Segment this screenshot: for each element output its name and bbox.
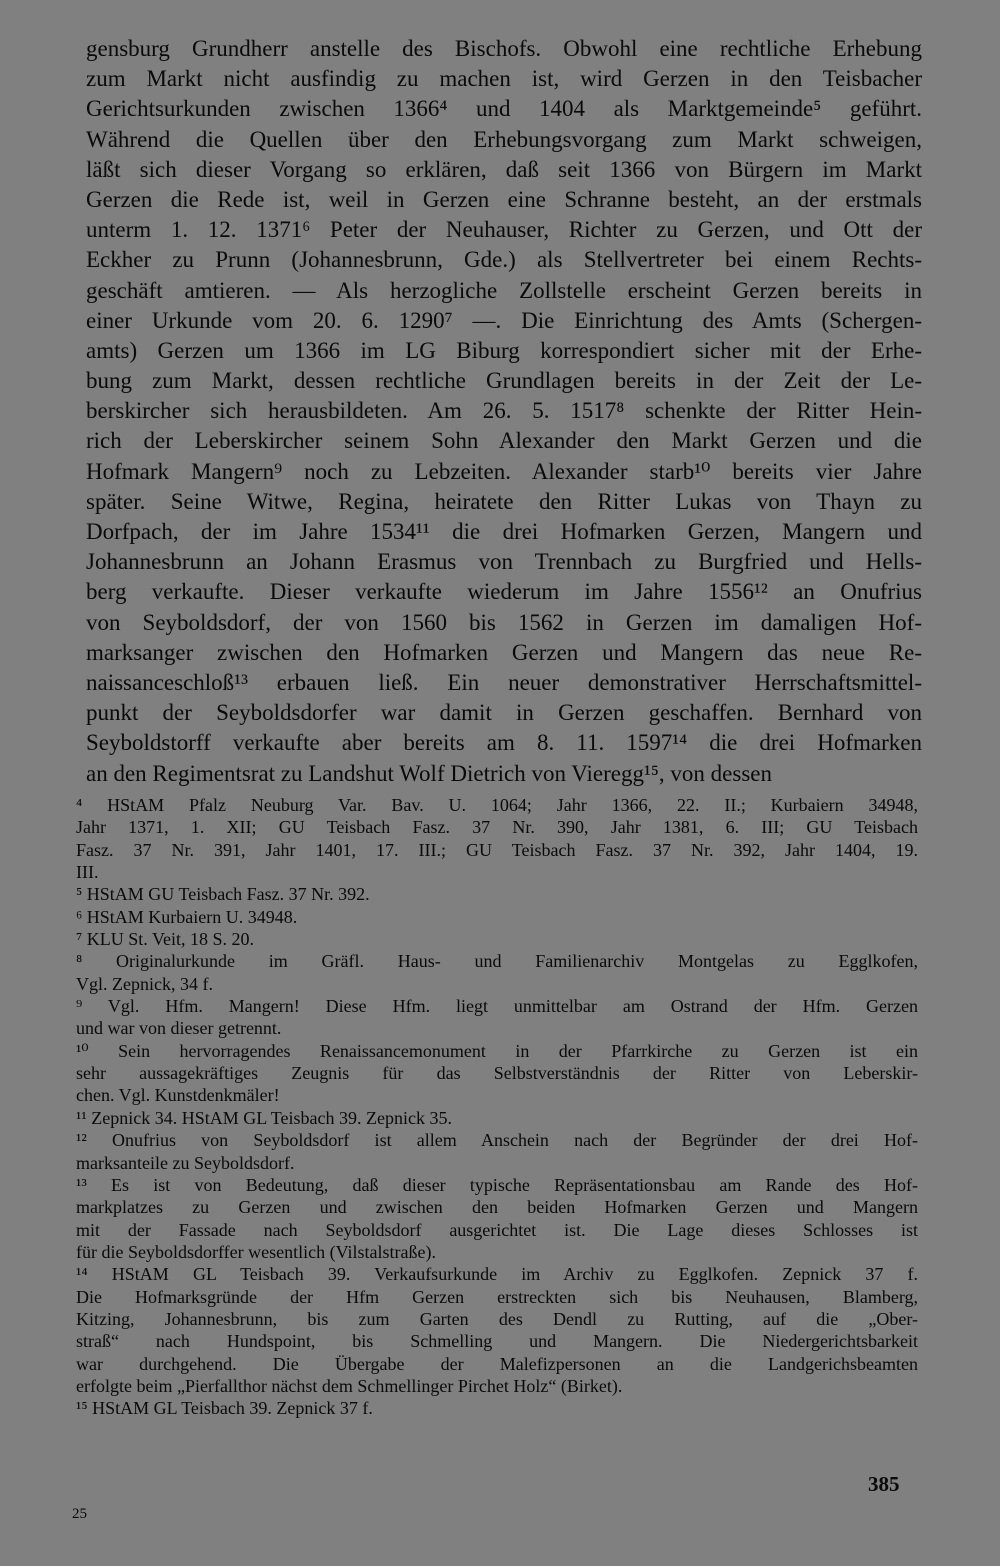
footnote-line: ¹⁵ HStAM GL Teisbach 39. Zepnick 37 f. [76, 1398, 373, 1419]
footnote-line: war durchgehend. Die Übergabe der Malefizpersonen an die Landgerichsbeamten [76, 1353, 918, 1374]
footnote-line: ¹² Onufrius von Seyboldsdorf ist allem Anschein nach der Begründer der drei Hof- [76, 1130, 918, 1151]
body-line: unterm 1. 12. 1371⁶ Peter der Neuhauser, Richter zu Gerzen, und Ott der [86, 217, 922, 243]
signature-mark: 25 [72, 1506, 87, 1522]
footnote-line: chen. Vgl. Kunstdenkmäler! [76, 1085, 280, 1106]
body-line: Gerzen die Rede ist, weil in Gerzen eine Schranne besteht, an der erstmals [86, 186, 922, 212]
body-line: einer Urkunde vom 20. 6. 1290⁷ —. Die Einrichtung des Amts (Schergen- [86, 307, 922, 333]
footnote-line: und war von dieser getrennt. [76, 1018, 282, 1039]
footnote-line: ⁵ HStAM GU Teisbach Fasz. 37 Nr. 392. [76, 884, 370, 905]
footnote-line: ¹⁰ Sein hervorragendes Renaissancemonument in der Pfarrkirche zu Gerzen ist ein [76, 1040, 918, 1061]
body-line: rich der Leberskircher seinem Sohn Alexander den Markt Gerzen und die [86, 428, 922, 454]
body-line: von Seyboldsdorf, der von 1560 bis 1562 in Gerzen im damaligen Hof- [86, 609, 922, 635]
body-line: später. Seine Witwe, Regina, heiratete den Ritter Lukas von Thayn zu [86, 488, 922, 514]
footnote-line: ¹¹ Zepnick 34. HStAM GL Teisbach 39. Zepnick 35. [76, 1107, 452, 1128]
footnote-line: Vgl. Zepnick, 34 f. [76, 973, 213, 994]
body-line: Johannesbrunn an Johann Erasmus von Trennbach zu Burgfried und Hells- [86, 549, 922, 575]
footnote-line: ⁹ Vgl. Hfm. Mangern! Diese Hfm. liegt unmittelbar am Ostrand der Hfm. Gerzen [76, 996, 918, 1017]
body-line: naissanceschloß¹³ erbauen ließ. Ein neuer demonstrativer Herrschaftsmittel- [86, 669, 922, 695]
body-line: Gerichtsurkunden zwischen 1366⁴ und 1404 als Marktgemeinde⁵ geführt. [86, 96, 922, 122]
body-line: berg verkaufte. Dieser verkaufte wiederum im Jahre 1556¹² an Onufrius [86, 579, 922, 605]
footnote-line: ⁷ KLU St. Veit, 18 S. 20. [76, 929, 254, 950]
footnotes [76, 794, 918, 1420]
body-line: Eckher zu Prunn (Johannesbrunn, Gde.) als Stellvertreter bei einem Rechts- [86, 247, 922, 273]
body-line: Dorfpach, der im Jahre 1534¹¹ die drei Hofmarken Gerzen, Mangern und [86, 519, 922, 544]
footnote-line: sehr aussagekräftiges Zeugnis für das Selbstverständnis der Ritter von Leberskir- [76, 1063, 918, 1084]
body-line: Seyboldstorff verkaufte aber bereits am 8. 11. 1597¹⁴ die drei Hofmarken [86, 730, 922, 756]
footnote-line: Fasz. 37 Nr. 391, Jahr 1401, 17. III.; GU Teisbach Fasz. 37 Nr. 392, Jahr 1404, 19. [76, 839, 918, 860]
body-line: bung zum Markt, dessen rechtliche Grundlagen bereits in der Zeit der Le- [86, 368, 922, 394]
body-line: Während die Quellen über den Erhebungsvorgang zum Markt schweigen, [86, 126, 922, 152]
footnote-line: Die Hofmarksgründe der Hfm Gerzen erstreckten sich bis Neuhausen, Blamberg, [76, 1286, 918, 1307]
footnote-line: markplatzes zu Gerzen und zwischen den beiden Hofmarken Gerzen und Mangern [76, 1197, 918, 1218]
footnote-line: mit der Fassade nach Seyboldsdorf ausgerichtet ist. Die Lage dieses Schlosses ist [76, 1219, 918, 1240]
body-line: geschäft amtieren. — Als herzogliche Zollstelle erscheint Gerzen bereits in [86, 277, 922, 303]
body-line: Hofmark Mangern⁹ noch zu Lebzeiten. Alexander starb¹⁰ bereits vier Jahre [86, 458, 922, 484]
footnote-line: Kitzing, Johannesbrunn, bis zum Garten des Dendl zu Rutting, auf die „Ober- [76, 1308, 918, 1329]
footnote-line: Jahr 1371, 1. XII; GU Teisbach Fasz. 37 Nr. 390, Jahr 1381, 6. III; GU Teisbach [76, 817, 918, 838]
footnote-line: III. [76, 862, 99, 883]
footnote-line: ¹³ Es ist von Bedeutung, daß dieser typische Repräsentationsbau am Rande des Hof- [76, 1174, 918, 1195]
footnote-line: ⁸ Originalurkunde im Gräfl. Haus- und Familienarchiv Montgelas zu Egglkofen, [76, 951, 918, 972]
body-line: gensburg Grundherr anstelle des Bischofs. Obwohl eine rechtliche Erhebung [86, 36, 922, 61]
footnote-line: erfolgte beim „Pierfallthor nächst dem Schmellinger Pirchet Holz“ (Birket). [76, 1375, 623, 1396]
body-line: läßt sich dieser Vorgang so erklären, daß seit 1366 von Bürgern im Markt [86, 156, 922, 182]
footnote-line: für die Seyboldsdorffer wesentlich (Vilstalstraße). [76, 1241, 436, 1262]
body-line: zum Markt nicht ausfindig zu machen ist, wird Gerzen in den Teisbacher [86, 66, 922, 92]
footnote-line: ⁶ HStAM Kurbaiern U. 34948. [76, 906, 298, 927]
footnote-line: ⁴ HStAM Pfalz Neuburg Var. Bav. U. 1064; Jahr 1366, 22. II.; Kurbaiern 34948, [76, 795, 918, 815]
footnote-line: ¹⁴ HStAM GL Teisbach 39. Verkaufsurkunde im Archiv zu Egglkofen. Zepnick 37 f. [76, 1264, 918, 1285]
main-text [86, 34, 922, 789]
page-number: 385 [868, 1472, 900, 1496]
body-line: berskircher sich herausbildeten. Am 26. 5. 1517⁸ schenkte der Ritter Hein- [86, 398, 922, 424]
body-line: punkt der Seyboldsdorfer war damit in Gerzen geschaffen. Bernhard von [86, 700, 922, 726]
footnote-line: marksanteile zu Seyboldsdorf. [76, 1152, 295, 1173]
body-line: an den Regimentsrat zu Landshut Wolf Dietrich von Vieregg¹⁵, von dessen [86, 760, 772, 786]
body-line: amts) Gerzen um 1366 im LG Biburg korrespondiert sicher mit der Erhe- [86, 337, 922, 363]
footnote-line: straß“ nach Hundspoint, bis Schmelling und Mangern. Die Niedergerichtsbarkeit [76, 1331, 918, 1352]
body-line: marksanger zwischen den Hofmarken Gerzen und Mangern das neue Re- [86, 639, 922, 665]
